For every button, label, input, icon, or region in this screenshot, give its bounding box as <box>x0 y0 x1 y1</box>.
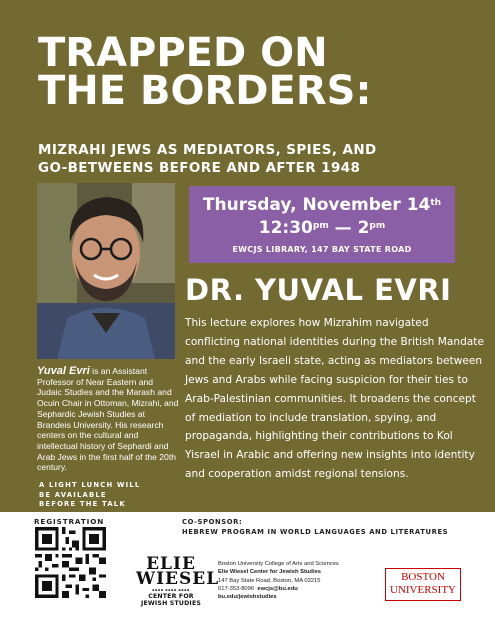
bu-logo-line-2: UNIVERSITY <box>390 584 456 596</box>
address-center: Elie Wiesel Center for Jewish Studies <box>218 569 322 576</box>
speaker-bio <box>37 366 179 473</box>
event-time-start: 12:30 <box>258 218 313 238</box>
event-time-end: 2 <box>357 218 370 238</box>
event-date <box>189 194 455 216</box>
lunch-notice-line-1: A LIGHT LUNCH WILL <box>39 481 141 489</box>
event-title <box>38 30 483 114</box>
speaker-photo <box>37 183 175 359</box>
registration-qr-code[interactable] <box>35 527 106 598</box>
elie-wiesel-center-logo <box>136 554 220 607</box>
address-street: 147 Bay State Road, Boston, MA 02215 <box>218 577 321 584</box>
address-college: Boston University College of Arts and Sciences <box>218 561 339 567</box>
event-subtitle-line-2: GO-BETWEENS BEFORE AND AFTER 1948 <box>38 160 361 176</box>
event-time <box>189 217 455 239</box>
address-contact-line <box>218 585 368 593</box>
lunch-notice-line-2: BE AVAILABLE <box>39 490 107 499</box>
lunch-notice-line-3: BEFORE THE TALK <box>39 500 126 508</box>
cosponsor-label: CO-SPONSOR: <box>182 518 243 526</box>
speaker-bio-text: is an Assistant Professor of Near Eastern and Judaic Studies and the Marash and Ocuin Chair in Ottoman, Mizrahi, and Sephardic Jewish Studies at Brandeis University. His research centers on the cultural and intellectual history of Sephardi and Arab Jews in the first half of the 20th century. <box>37 366 179 473</box>
speaker-bio-name: Yuval Evri <box>37 365 90 377</box>
address-phone: 617-353-8096 <box>218 585 255 592</box>
logo-line-elie: ELIE <box>146 554 196 574</box>
boston-university-logo <box>385 568 461 601</box>
event-subtitle-line-1: MIZRAHI JEWS AS MEDIATORS, SPIES, AND <box>38 142 377 158</box>
speaker-name: DR. YUVAL EVRI <box>185 273 452 307</box>
contact-address <box>218 560 368 601</box>
event-date-suffix: th <box>430 198 442 208</box>
lunch-notice <box>39 481 181 510</box>
logo-line-jewish-studies: JEWISH STUDIES <box>140 600 202 607</box>
cosponsor-name: HEBREW PROGRAM IN WORLD LANGUAGES AND LITERATURES <box>182 528 449 536</box>
cosponsor-block <box>182 517 448 537</box>
event-date-text: Thursday, November 14 <box>202 195 431 215</box>
event-time-dash: — <box>328 218 358 238</box>
registration-label: REGISTRATION <box>34 517 105 526</box>
date-time-panel <box>189 186 455 263</box>
event-time-start-suffix: pm <box>312 221 329 231</box>
event-title-line-1: TRAPPED ON <box>38 30 328 76</box>
logo-line-center-for: CENTER FOR <box>148 593 194 600</box>
address-website[interactable]: bu.edu/jewishstudies <box>218 594 277 601</box>
logo-line-wiesel: WIESEL <box>136 569 220 589</box>
address-email[interactable]: ewcjs@bu.edu <box>257 585 298 592</box>
event-title-line-2: THE BORDERS: <box>38 68 372 114</box>
event-location: EWCJS LIBRARY, 147 BAY STATE ROAD <box>232 245 412 254</box>
logo-hebrew-text: ▪▪▪▪ ▪▪▪▪ ▪▪▪▪ <box>152 588 190 592</box>
event-subtitle <box>38 141 478 177</box>
bu-logo-line-1: BOSTON <box>401 571 445 583</box>
event-description: This lecture explores how Mizrahim navigated conflicting national identities during the British Mandate and the early Israeli state, acting as mediators between Jews and Arabs while facing suspicion for their ties to Arab-Palestinian communities. It broadens the concept of mediation to include translation, spying, and propaganda, highlighting their contributions to Kol Yisrael in Arabic and offering new insights into identity and cooperation amidst regional tensions. <box>185 317 484 481</box>
event-time-end-suffix: pm <box>369 221 386 231</box>
